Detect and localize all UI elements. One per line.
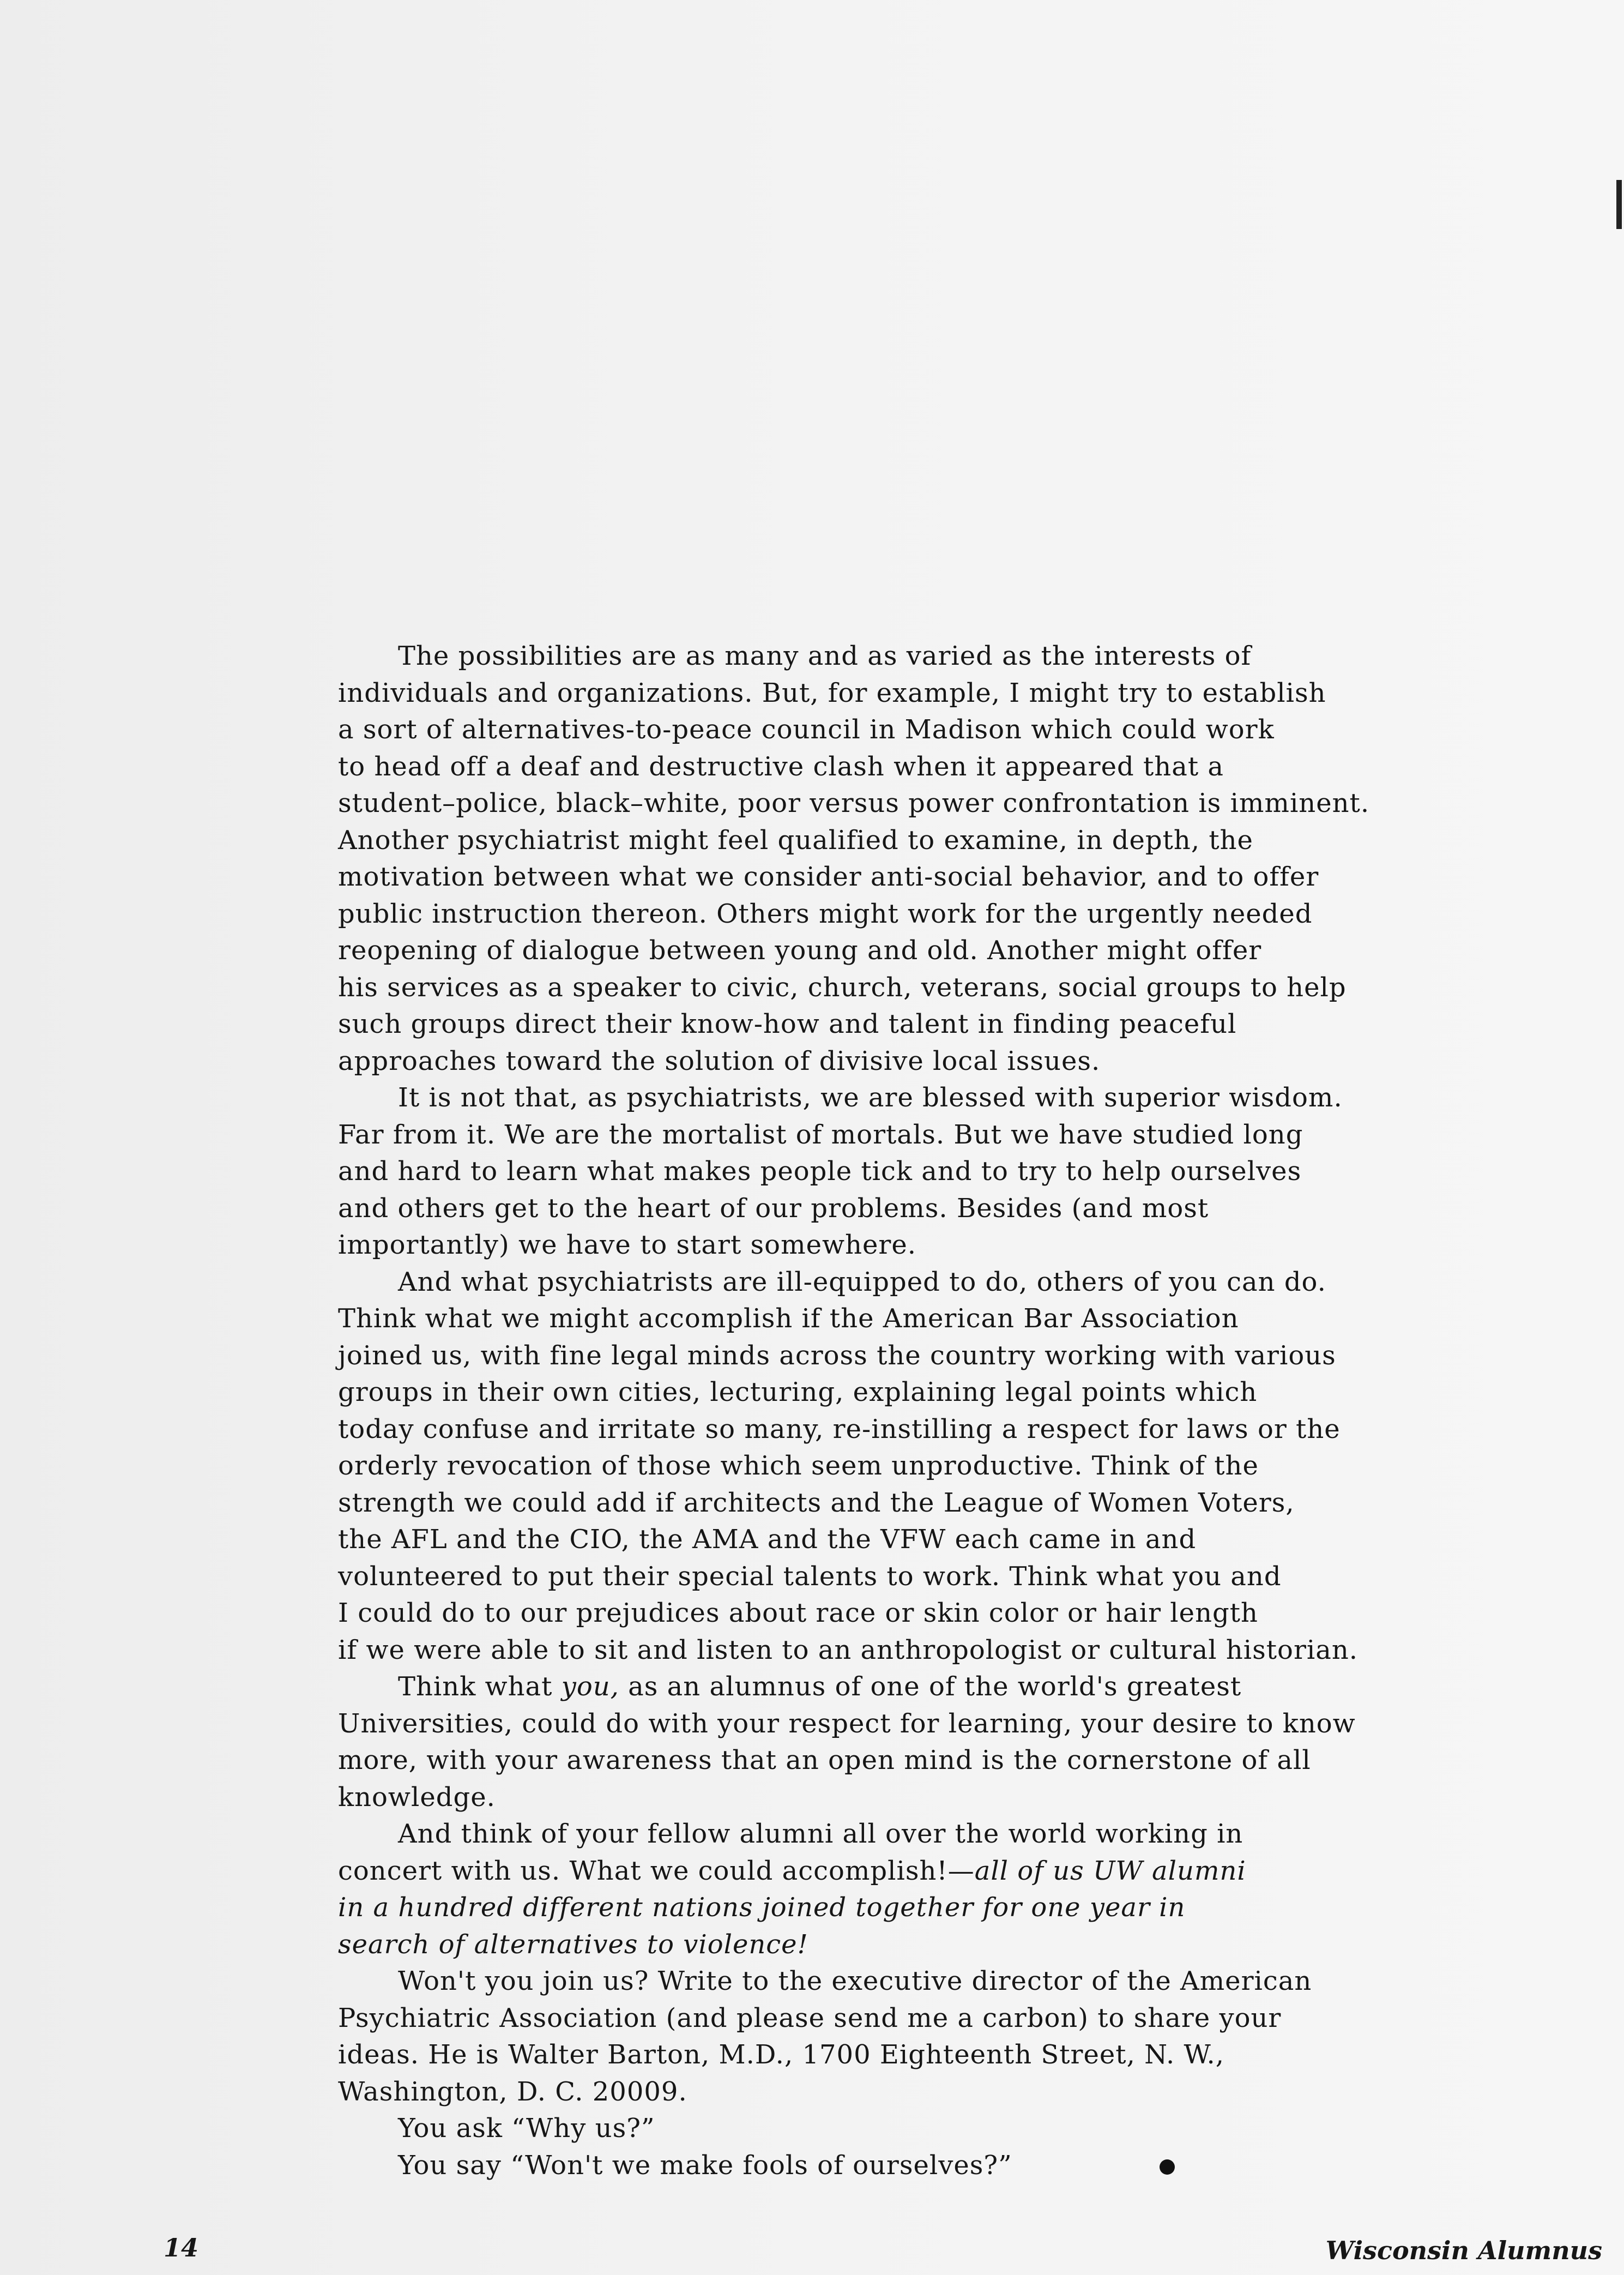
text-line: approaches toward the solution of divisive local issues.	[338, 1045, 1101, 1076]
emphasis-run: all of us UW alumni	[974, 1855, 1246, 1886]
text-line: more, with your awareness that an open mind is the cornerstone of all	[338, 1745, 1311, 1776]
text-line: Another psychiatrist might feel qualified to examine, in depth, the	[338, 824, 1253, 856]
text-line: joined us, with fine legal minds across the country working with various	[338, 1340, 1336, 1371]
text-line-final	[338, 2147, 1428, 2184]
text-line: And think of your fellow alumni all over the world working in	[398, 1819, 1243, 1849]
text-line: Far from it. We are the mortalist of mortals. But we have studied long	[338, 1119, 1303, 1150]
text-line: I could do to our prejudices about race or skin color or hair length	[338, 1598, 1258, 1628]
text-line: And what psychiatrists are ill-equipped to do, others of you can do.	[398, 1266, 1326, 1297]
text-line-mixed	[338, 1853, 1428, 1890]
article-body	[338, 638, 1428, 2184]
end-of-article-bullet-icon	[1160, 2159, 1175, 2175]
text-line: ideas. He is Walter Barton, M.D., 1700 Eighteenth Street, N. W.,	[338, 2039, 1225, 2070]
text-line: Won't you join us? Write to the executive director of the American	[398, 1966, 1312, 1996]
text-line: if we were able to sit and listen to an anthropologist or cultural historian.	[338, 1634, 1359, 1665]
text-line: It is not that, as psychiatrists, we are blessed with superior wisdom.	[398, 1082, 1343, 1113]
text-run: concert with us. What we could accomplish!—	[338, 1855, 975, 1886]
text-line: Think what we might accomplish if the American Bar Association	[338, 1303, 1239, 1334]
text-line-mixed	[338, 1669, 1428, 1706]
text-line: to head off a deaf and destructive clash when it appeared that a	[338, 751, 1224, 782]
publication-name: Wisconsin Alumnus	[1325, 2236, 1602, 2265]
text-line: strength we could add if architects and the League of Women Voters,	[338, 1487, 1295, 1518]
text-line: a sort of alternatives-to-peace council in Madison which could work	[338, 714, 1275, 745]
text-line: his services as a speaker to civic, church, veterans, social groups to help	[338, 972, 1347, 1003]
text-line: individuals and organizations. But, for example, I might try to establish	[338, 677, 1326, 708]
text-line: importantly) we have to start somewhere.	[338, 1230, 917, 1260]
text-line: today confuse and irritate so many, re-instilling a respect for laws or the	[338, 1413, 1341, 1445]
text-line: such groups direct their know-how and talent in finding peaceful	[338, 1009, 1237, 1039]
emphasis-run: you,	[561, 1671, 619, 1702]
text-line: in a hundred different nations joined together for one year in	[338, 1892, 1186, 1923]
text-run: You say “Won't we make fools of ourselves?”	[398, 2150, 1012, 2181]
text-line: public instruction thereon. Others might work for the urgently needed	[338, 898, 1313, 929]
text-run: Think what	[398, 1671, 562, 1702]
page-edge-mark	[1616, 180, 1622, 229]
text-run: as an alumnus of one of the world's greatest	[619, 1671, 1242, 1702]
text-line: the AFL and the CIO, the AMA and the VFW each came in and	[338, 1524, 1197, 1555]
text-line: volunteered to put their special talents to work. Think what you and	[338, 1561, 1282, 1592]
text-line: search of alternatives to violence!	[338, 1929, 808, 1960]
text-line: Washington, D. C. 20009.	[338, 2076, 687, 2107]
text-line: The possibilities are as many and as varied as the interests of	[398, 641, 1252, 671]
text-line: motivation between what we consider anti-social behavior, and to offer	[338, 862, 1319, 892]
text-line: knowledge.	[338, 1782, 496, 1813]
text-line: Universities, could do with your respect for learning, your desire to know	[338, 1708, 1356, 1739]
text-line: and hard to learn what makes people tick and to try to help ourselves	[338, 1156, 1302, 1187]
text-line: You ask “Why us?”	[398, 2113, 655, 2144]
text-line: reopening of dialogue between young and old. Another might offer	[338, 935, 1262, 966]
page-number: 14	[164, 2233, 199, 2262]
text-line: Psychiatric Association (and please send me a carbon) to share your	[338, 2002, 1282, 2033]
text-line: orderly revocation of those which seem unproductive. Think of the	[338, 1451, 1259, 1481]
text-line: groups in their own cities, lecturing, explaining legal points which	[338, 1377, 1258, 1407]
text-line: student–police, black–white, poor versus power confrontation is imminent.	[338, 788, 1370, 818]
text-line: and others get to the heart of our problems. Besides (and most	[338, 1193, 1209, 1224]
